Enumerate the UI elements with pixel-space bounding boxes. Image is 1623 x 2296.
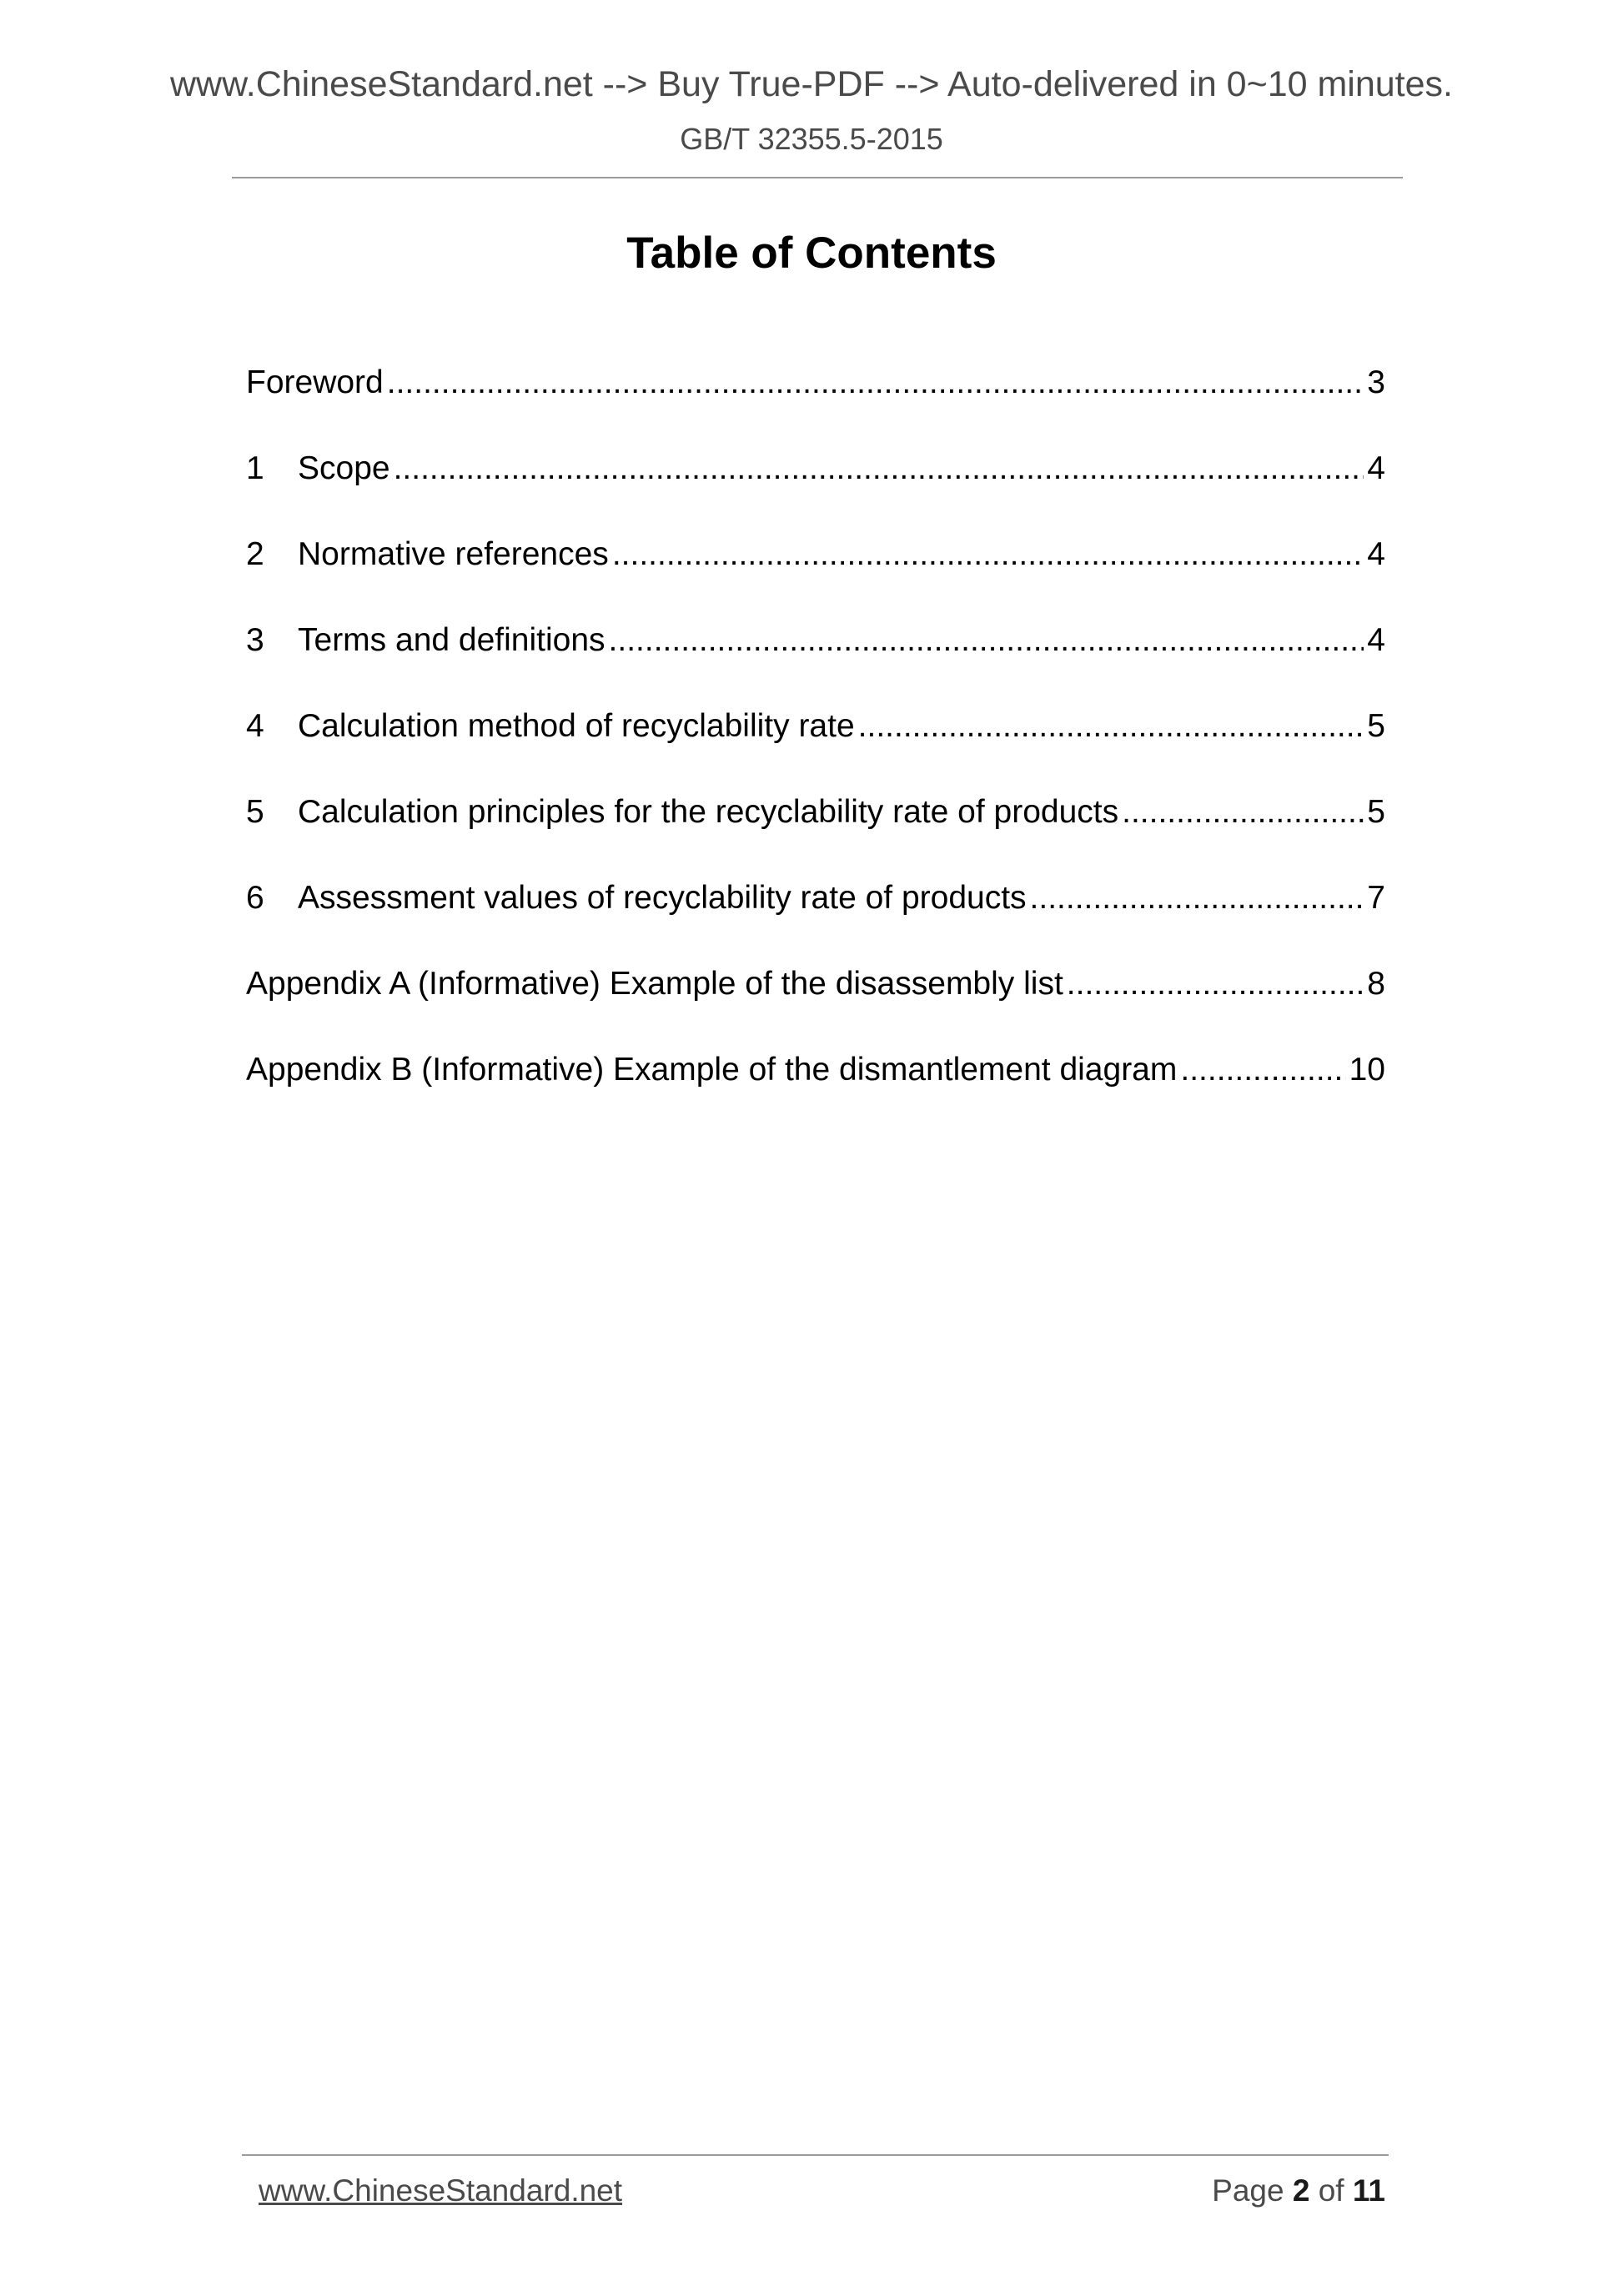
footer-website-link[interactable]: www.ChineseStandard.net — [259, 2173, 623, 2208]
toc-entry-terms-and-definitions[interactable] — [246, 616, 1385, 702]
page-current: 2 — [1292, 2173, 1310, 2208]
toc-dot-leader — [387, 359, 1364, 407]
page-number — [1212, 2173, 1385, 2209]
toc-entry-label: Calculation method of recyclability rate — [298, 708, 855, 744]
toc-dot-leader — [1030, 874, 1364, 922]
toc-entry-page: 4 — [1367, 536, 1385, 572]
toc-entry-calculation-principles[interactable] — [246, 788, 1385, 874]
toc-entry-label: Terms and definitions — [298, 622, 605, 658]
header-divider — [232, 177, 1403, 178]
toc-entry-appendix-a[interactable] — [246, 960, 1385, 1046]
toc-entry-label: Appendix B (Informative) Example of the dismantlement diagram — [246, 1052, 1178, 1088]
toc-entry-page: 8 — [1367, 966, 1385, 1002]
footer-divider — [242, 2154, 1389, 2156]
toc-entry-label: Scope — [298, 450, 390, 486]
toc-entry-label: Foreword — [246, 364, 384, 400]
toc-entry-number: 6 — [246, 880, 264, 916]
toc-title: Table of Contents — [626, 229, 997, 278]
toc-entry-page: 4 — [1367, 450, 1385, 486]
toc-entry-label: Appendix A (Informative) Example of the disassembly list — [246, 966, 1063, 1002]
header-banner: www.ChineseStandard.net --> Buy True-PDF --> Auto-delivered in 0~10 minutes. — [169, 64, 1453, 104]
toc-entry-page: 7 — [1367, 880, 1385, 916]
toc-entry-page: 3 — [1367, 364, 1385, 400]
toc-entry-normative-references[interactable] — [246, 530, 1385, 616]
toc-dot-leader — [858, 702, 1364, 751]
toc-entry-assessment-values[interactable] — [246, 874, 1385, 960]
standard-code: GB/T 32355.5-2015 — [680, 122, 943, 156]
toc-entry-number: 2 — [246, 536, 264, 572]
page-prefix: Page — [1212, 2173, 1284, 2208]
toc-dot-leader — [1122, 788, 1364, 837]
toc-dot-leader — [394, 445, 1364, 493]
toc-entry-page: 10 — [1349, 1052, 1385, 1088]
toc-dot-leader — [609, 616, 1364, 665]
toc-entry-label: Normative references — [298, 536, 609, 572]
toc-dot-leader — [612, 530, 1364, 579]
toc-entry-foreword[interactable] — [246, 359, 1385, 445]
toc-entry-appendix-b[interactable] — [246, 1046, 1385, 1132]
toc-dot-leader — [1067, 960, 1364, 1008]
toc-entry-number: 5 — [246, 794, 264, 830]
toc-entry-label: Calculation principles for the recyclability rate of products — [298, 794, 1119, 830]
page-total: 11 — [1352, 2173, 1385, 2208]
toc-dot-leader — [1180, 1046, 1345, 1094]
toc-entry-scope[interactable] — [246, 445, 1385, 530]
toc-entry-number: 1 — [246, 450, 264, 486]
toc-list — [246, 359, 1385, 1132]
toc-entry-calculation-method[interactable] — [246, 702, 1385, 788]
toc-entry-label: Assessment values of recyclability rate of products — [298, 880, 1027, 916]
toc-entry-page: 5 — [1367, 708, 1385, 744]
toc-entry-number: 3 — [246, 622, 264, 658]
toc-entry-page: 5 — [1367, 794, 1385, 830]
page-of: of — [1318, 2173, 1344, 2208]
toc-entry-number: 4 — [246, 708, 264, 744]
toc-entry-page: 4 — [1367, 622, 1385, 658]
